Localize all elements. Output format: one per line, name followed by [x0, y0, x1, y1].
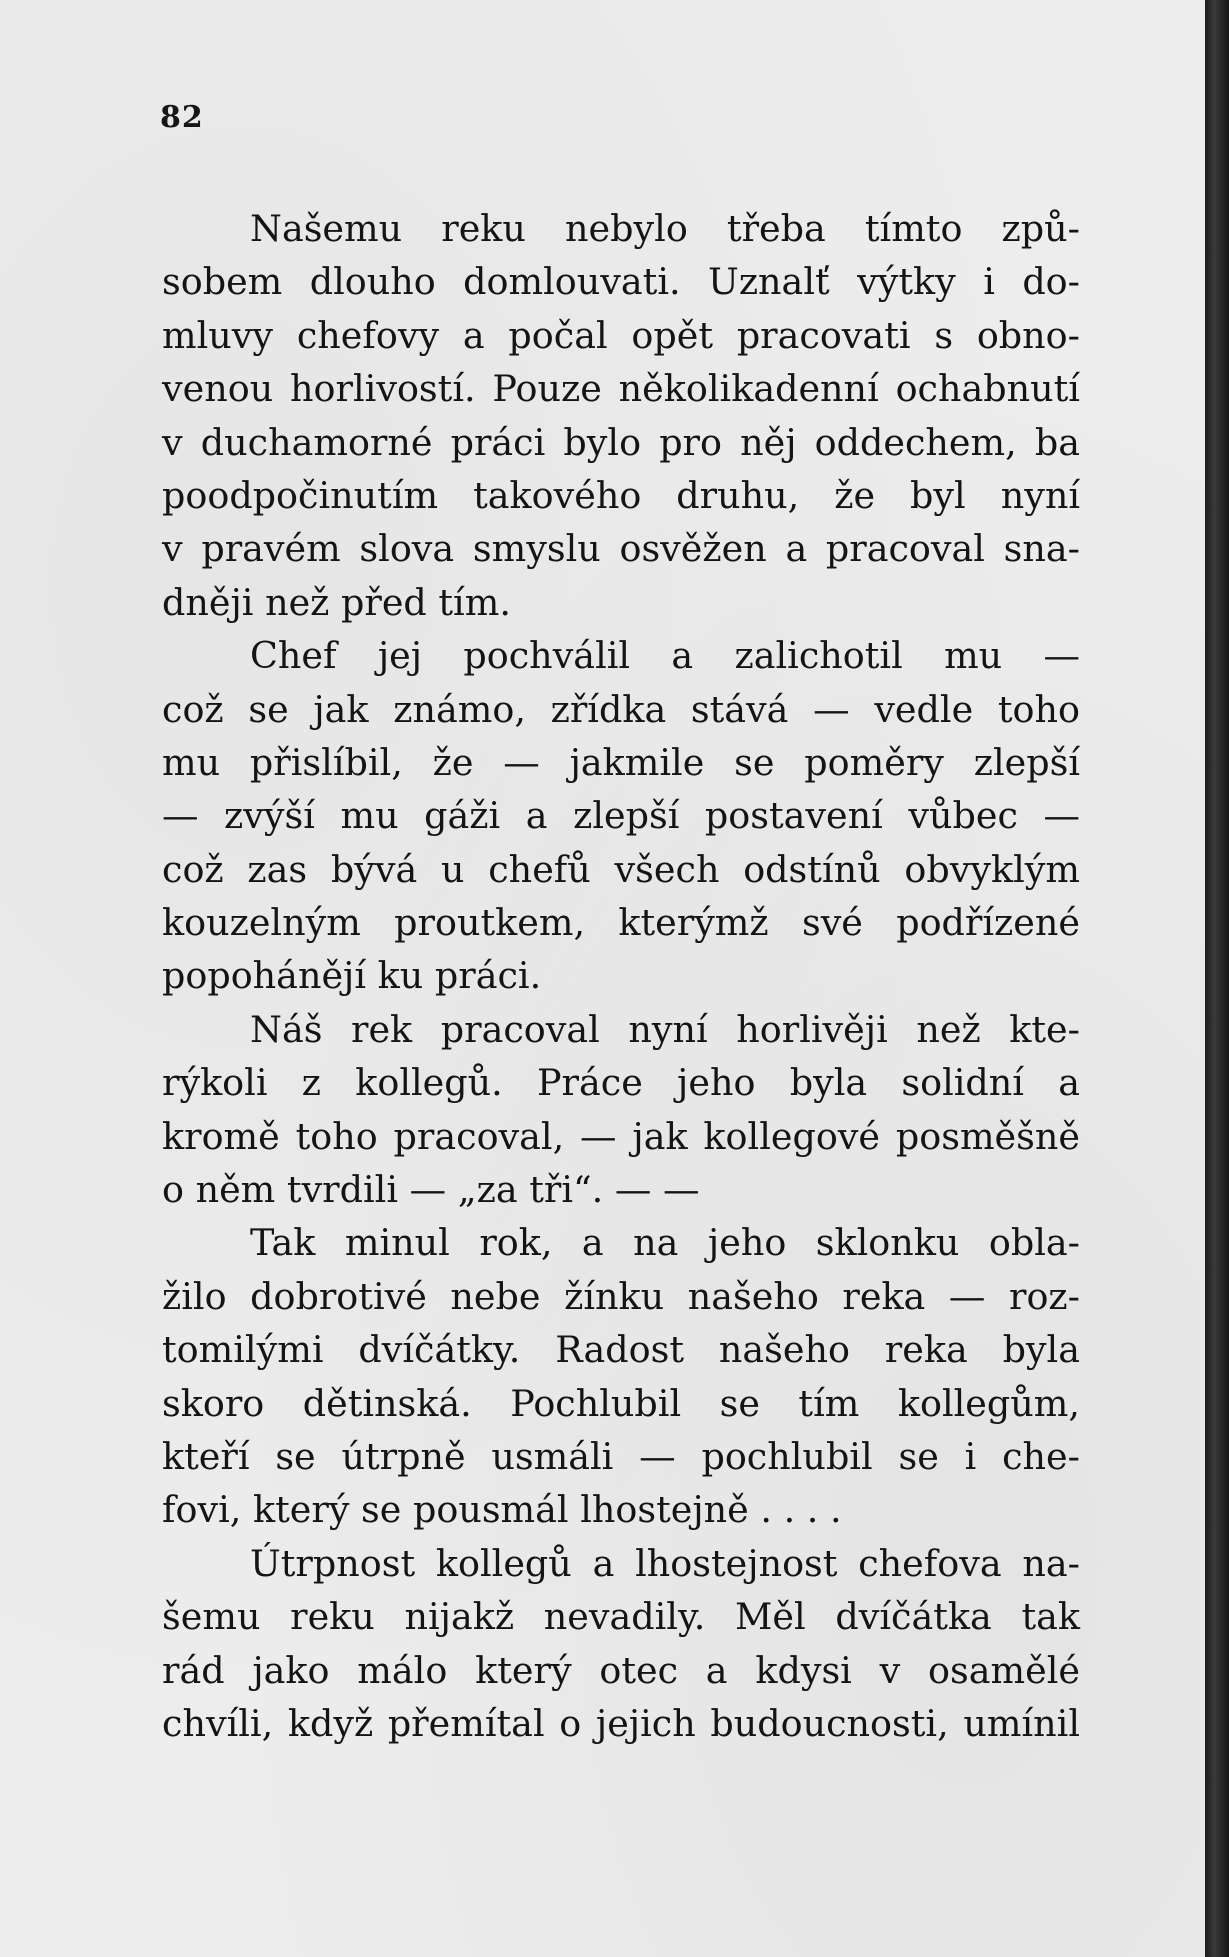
text-line: fovi, který se pousmál lhostejně . . . .	[162, 1488, 842, 1532]
text-line: žilo dobrotivé nebe žínku našeho reka — roz-	[162, 1274, 1080, 1318]
text-line: mluvy chefovy a počal opět pracovati s obno-	[162, 313, 1080, 357]
text-line: venou horlivostí. Pouze několikadenní ochabnutí	[162, 367, 1080, 411]
text-line: — zvýší mu gáži a zlepší postavení vůbec —	[162, 794, 1080, 838]
text-line: Útrpnost kollegů a lhostejnost chefova na-	[250, 1541, 1080, 1585]
page-number: 82	[160, 100, 204, 135]
text-line: poodpočinutím takového druhu, že byl nyní	[162, 473, 1080, 517]
text-line: šemu reku nijakž nevadily. Měl dvíčátka tak	[162, 1595, 1080, 1639]
text-line: kromě toho pracoval, — jak kollegové posměšně	[162, 1114, 1080, 1158]
text-line: v pravém slova smyslu osvěžen a pracoval sna-	[162, 527, 1080, 571]
book-binding-edge	[1205, 0, 1229, 1957]
text-line: o něm tvrdili — „za tři“. — —	[162, 1168, 700, 1212]
text-line: rýkoli z kollegů. Práce jeho byla solidní a	[162, 1061, 1080, 1105]
text-line: Chef jej pochválil a zalichotil mu —	[250, 634, 1080, 678]
text-line: skoro dětinská. Pochlubil se tím kollegům,	[162, 1381, 1080, 1425]
text-line: což se jak známo, zřídka stává — vedle toho	[162, 687, 1080, 731]
text-line: Náš rek pracoval nyní horlivěji než kte-	[250, 1007, 1080, 1051]
text-line: chvíli, když přemítal o jejich budoucnosti, umínil	[162, 1701, 1080, 1745]
text-line: Tak minul rok, a na jeho sklonku obla-	[250, 1221, 1080, 1265]
text-line: mu přislíbil, že — jakmile se poměry zlepší	[162, 740, 1080, 784]
text-line: kteří se útrpně usmáli — pochlubil se i che-	[162, 1434, 1080, 1478]
text-line: Našemu reku nebylo třeba tímto způ-	[250, 207, 1080, 250]
text-line: tomilými dvíčátky. Radost našeho reka byla	[162, 1328, 1080, 1372]
text-line: sobem dlouho domlouvati. Uznalť výtky i do-	[162, 260, 1080, 304]
text-line: v duchamorné práci bylo pro něj oddechem, ba	[162, 420, 1080, 464]
text-line: dněji než před tím.	[162, 580, 511, 624]
body-text	[162, 202, 1080, 1750]
text-line: kouzelným proutkem, kterýmž své podřízené	[162, 901, 1080, 945]
text-line: což zas bývá u chefů všech odstínů obvyklým	[162, 847, 1080, 891]
text-line: rád jako málo který otec a kdysi v osamělé	[162, 1648, 1080, 1692]
text-line: popohánějí ku práci.	[162, 954, 542, 998]
